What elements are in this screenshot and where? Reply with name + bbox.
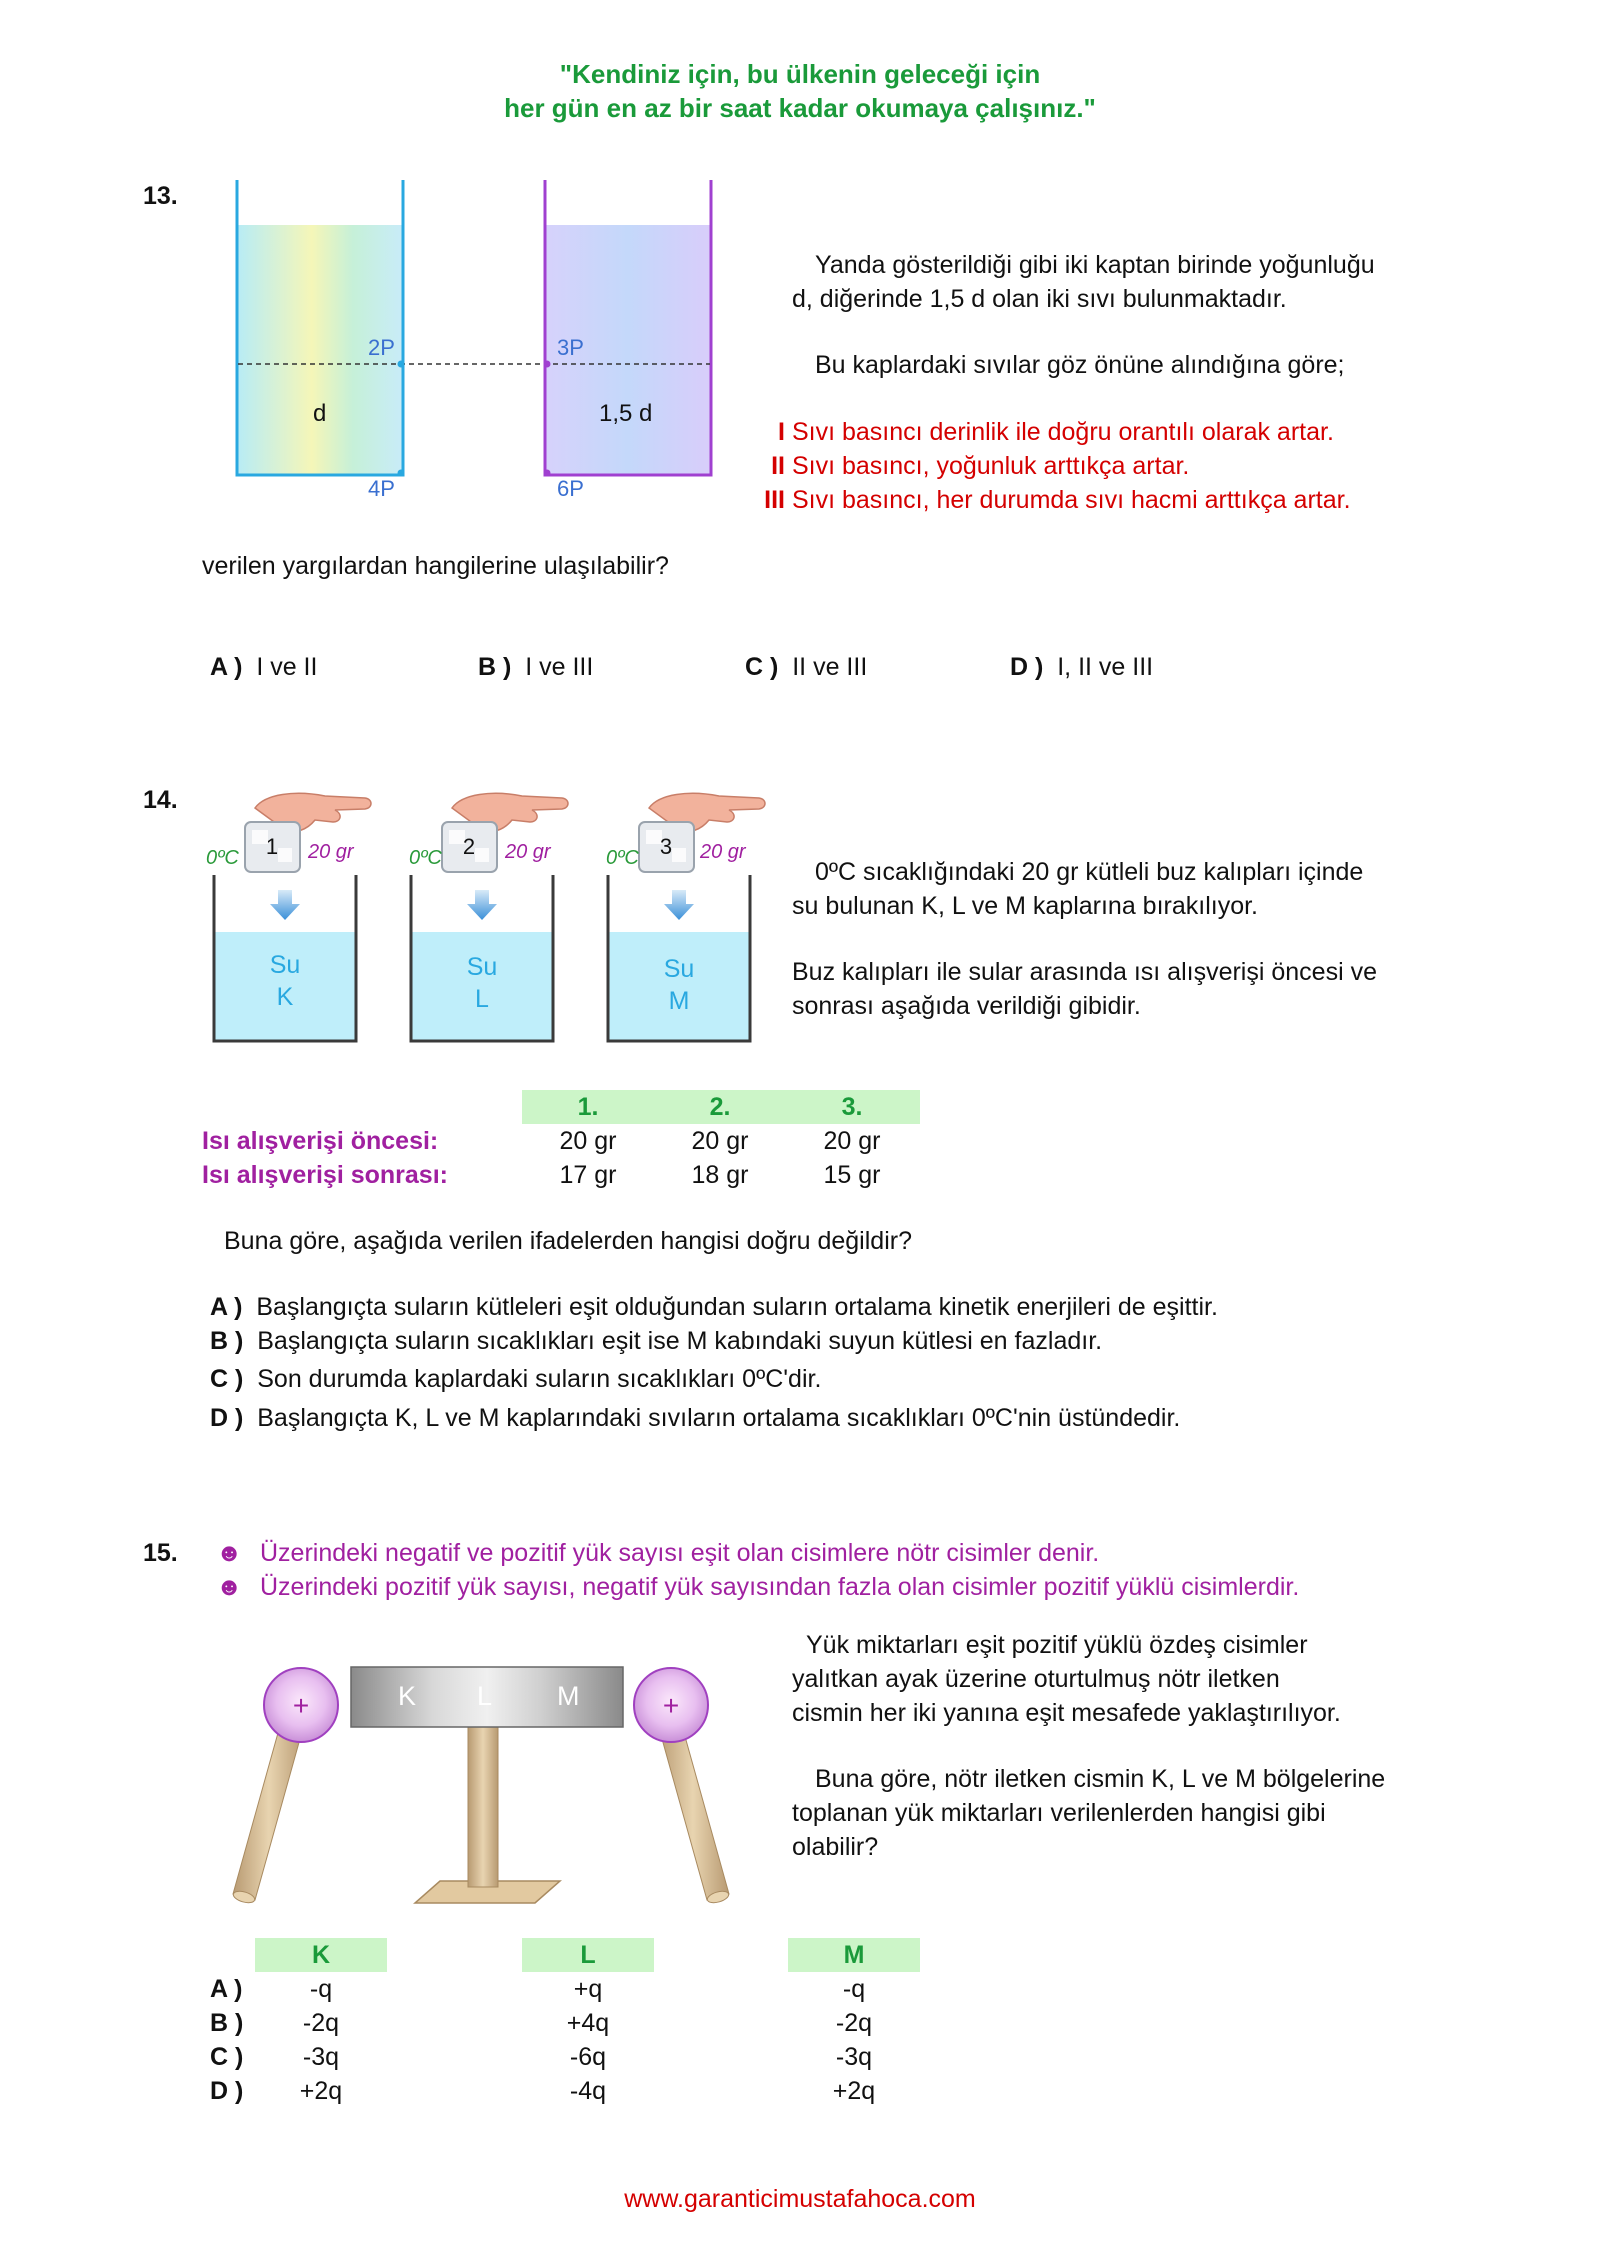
q14-option-c[interactable]	[210, 1362, 821, 1396]
q13-statement-1	[740, 415, 1334, 449]
q14-intro-line-3: Buz kalıpları ile sular arasında ısı alışverişi öncesi ve	[792, 958, 1377, 986]
question-13-number: 13.	[143, 182, 178, 210]
q15-option-b[interactable]	[210, 2006, 243, 2040]
smiley-bullet-icon: ☻	[216, 1539, 243, 1567]
table-cell: -6q	[569, 2043, 607, 2071]
option-letter: D )	[210, 2077, 244, 2105]
table-cell: -q	[309, 1975, 333, 2003]
q14-table-header-2: 2.	[709, 1093, 731, 1121]
table-cell: 20 gr	[559, 1127, 617, 1155]
label-3p: 3P	[557, 335, 584, 360]
point-4p	[398, 470, 405, 477]
ice-temp: 0ºC	[606, 847, 639, 869]
q14-row-label-before: Isı alışverişi öncesi:	[202, 1127, 439, 1155]
q15-intro-line-6: olabilir?	[792, 1833, 879, 1861]
region-k-label: K	[398, 1681, 417, 1711]
cup-name: L	[475, 985, 489, 1013]
option-text: Son durumda kaplardaki suların sıcaklıkları 0ºC'dir.	[257, 1365, 822, 1393]
ice-temp: 0ºC	[206, 847, 239, 869]
q13-intro-line-2: d, diğerinde 1,5 d olan iki sıvı bulunmaktadır.	[792, 285, 1287, 313]
option-text: Başlangıçta suların kütleleri eşit olduğundan suların ortalama kinetik enerjileri de eşittir.	[256, 1293, 1218, 1321]
table-cell: +q	[573, 1975, 603, 2003]
quote-line-2: her gün en az bir saat kadar okumaya çalışınız."	[504, 93, 1096, 123]
option-text: I, II ve III	[1057, 653, 1154, 681]
q14-row-label-after: Isı alışverişi sonrası:	[202, 1161, 448, 1189]
q14-option-d[interactable]	[210, 1401, 1180, 1435]
table-cell: 15 gr	[823, 1161, 881, 1189]
left-charge-sign: +	[292, 1690, 310, 1721]
ice-mass: 20 gr	[700, 841, 746, 863]
q14-option-b[interactable]	[210, 1324, 1102, 1358]
q13-option-d[interactable]	[1010, 650, 1153, 684]
ice-number: 3	[659, 834, 673, 859]
roman-numeral: I	[778, 418, 785, 446]
table-cell: -2q	[302, 2009, 340, 2037]
ice-temp: 0ºC	[409, 847, 442, 869]
q13-intro-line-3: Bu kaplardaki sıvılar göz önüne alındığına göre;	[815, 351, 1345, 379]
q15-option-a[interactable]	[210, 1972, 242, 2006]
statement-text: Sıvı basıncı, yoğunluk arttıkça artar.	[791, 452, 1190, 480]
q15-table-header-k: K	[255, 1938, 387, 1972]
table-cell: 20 gr	[823, 1127, 881, 1155]
option-text: I ve III	[525, 653, 594, 681]
q15-intro-line-3: cismin her iki yanına eşit mesafede yaklaştırılıyor.	[792, 1699, 1341, 1727]
down-arrow-icon	[270, 890, 300, 920]
region-m-label: M	[557, 1681, 580, 1711]
statement-text: Sıvı basıncı derinlik ile doğru orantılı olarak artar.	[791, 418, 1334, 446]
q14-option-a[interactable]	[210, 1290, 1218, 1324]
table-cell: 17 gr	[559, 1161, 617, 1189]
table-cell: +2q	[832, 2077, 876, 2105]
table-cell: -q	[842, 1975, 866, 2003]
option-letter: C )	[210, 2043, 244, 2071]
table-cell: -4q	[569, 2077, 607, 2105]
option-letter: B )	[210, 1327, 244, 1355]
question-14-number: 14.	[143, 786, 178, 814]
cup-m	[606, 793, 765, 1041]
ice-mass: 20 gr	[308, 841, 354, 863]
water-label: Su	[663, 955, 695, 983]
down-arrow-icon	[664, 890, 694, 920]
label-2p: 2P	[368, 335, 395, 360]
q14-question: Buna göre, aşağıda verilen ifadelerden hangisi doğru değildir?	[224, 1227, 912, 1255]
q15-option-c[interactable]	[210, 2040, 243, 2074]
q13-statement-2	[740, 449, 1189, 483]
option-letter: D )	[210, 1404, 244, 1432]
table-cell: -3q	[835, 2043, 873, 2071]
option-text: I ve II	[256, 653, 318, 681]
q13-intro-line-1: Yanda gösterildiği gibi iki kaptan birinde yoğunluğu	[815, 251, 1375, 279]
label-6p: 6P	[557, 476, 584, 501]
option-text: II ve III	[792, 653, 868, 681]
q15-figure-conductor	[225, 1655, 745, 1915]
cup-l	[409, 793, 568, 1041]
label-1-5d: 1,5 d	[599, 400, 653, 427]
q13-option-a[interactable]	[210, 650, 317, 684]
option-letter: C )	[745, 653, 779, 681]
q14-intro-line-2: su bulunan K, L ve M kaplarına bırakılıyor.	[792, 892, 1258, 920]
q14-table-header-3: 3.	[841, 1093, 863, 1121]
point-2p	[398, 361, 405, 368]
quote-line-1: "Kendiniz için, bu ülkenin geleceği için	[559, 59, 1041, 89]
right-charge-sign: +	[662, 1690, 680, 1721]
q15-table-header-m: M	[788, 1938, 920, 1972]
table-cell: +4q	[566, 2009, 610, 2037]
footer-website-link[interactable]: www.garanticimustafahoca.com	[624, 2185, 976, 2213]
question-15-number: 15.	[143, 1539, 178, 1567]
ice-number: 1	[265, 834, 279, 859]
option-text: Başlangıçta suların sıcaklıkları eşit ise M kabındaki suyun kütlesi en fazladır.	[257, 1327, 1103, 1355]
option-text: Başlangıçta K, L ve M kaplarındaki sıvıların ortalama sıcaklıkları 0ºC'nin üstündedir.	[257, 1404, 1181, 1432]
q15-bullet-1	[216, 1536, 1099, 1570]
table-cell: 20 gr	[691, 1127, 749, 1155]
q15-option-d[interactable]	[210, 2074, 243, 2108]
label-4p: 4P	[368, 476, 395, 501]
water-label: Su	[269, 951, 301, 979]
water-label: Su	[466, 953, 498, 981]
cup-name: K	[276, 983, 294, 1011]
table-cell: -2q	[835, 2009, 873, 2037]
left-insulating-stick	[233, 1715, 305, 1900]
ice-mass: 20 gr	[505, 841, 551, 863]
cup-name: M	[668, 987, 690, 1015]
roman-numeral: II	[771, 452, 785, 480]
q14-intro-line-4: sonrası aşağıda verildiği gibidir.	[792, 992, 1141, 1020]
label-d: d	[313, 400, 327, 427]
bullet-text: Üzerindeki pozitif yük sayısı, negatif yük sayısından fazla olan cisimler pozitif yüklü cisimlerdir.	[260, 1573, 1300, 1601]
table-cell: 18 gr	[691, 1161, 749, 1189]
option-letter: B )	[210, 2009, 244, 2037]
water-m	[609, 932, 749, 1040]
q13-option-c[interactable]	[745, 650, 867, 684]
point-6p	[544, 470, 551, 477]
bullet-text: Üzerindeki negatif ve pozitif yük sayısı eşit olan cisimlere nötr cisimler denir.	[260, 1539, 1100, 1567]
option-letter: D )	[1010, 653, 1044, 681]
ice-number: 2	[462, 834, 476, 859]
table-cell: +2q	[299, 2077, 343, 2105]
q15-intro-line-4: Buna göre, nötr iletken cismin K, L ve M bölgelerine	[815, 1765, 1386, 1793]
option-letter: B )	[478, 653, 512, 681]
option-letter: A )	[210, 653, 243, 681]
statement-text: Sıvı basıncı, her durumda sıvı hacmi arttıkça artar.	[791, 486, 1351, 514]
stand-rod	[468, 1727, 498, 1887]
cup-k	[206, 793, 371, 1041]
down-arrow-icon	[467, 890, 497, 920]
q13-option-b[interactable]	[478, 650, 593, 684]
q15-bullet-2	[216, 1570, 1299, 1604]
option-letter: C )	[210, 1365, 244, 1393]
q14-table-header-1: 1.	[577, 1093, 599, 1121]
option-letter: A )	[210, 1293, 243, 1321]
smiley-bullet-icon: ☻	[216, 1573, 243, 1601]
q15-intro-line-2: yalıtkan ayak üzerine oturtulmuş nötr iletken	[792, 1665, 1280, 1693]
region-l-label: L	[477, 1681, 493, 1711]
q14-intro-line-1: 0ºC sıcaklığındaki 20 gr kütleli buz kalıpları içinde	[815, 858, 1364, 886]
q15-table-header-l: L	[522, 1938, 654, 1972]
q13-statement-3	[740, 483, 1351, 517]
q13-question: verilen yargılardan hangilerine ulaşılabilir?	[202, 552, 669, 580]
roman-numeral: III	[764, 486, 785, 514]
q15-intro-line-1: Yük miktarları eşit pozitif yüklü özdeş cisimler	[806, 1631, 1308, 1659]
option-letter: A )	[210, 1975, 243, 2003]
point-3p	[544, 361, 551, 368]
q14-figure-cups	[200, 790, 790, 1060]
q15-intro-line-5: toplanan yük miktarları verilenlerden hangisi gibi	[792, 1799, 1326, 1827]
table-cell: -3q	[302, 2043, 340, 2071]
q13-figure-containers	[225, 175, 725, 515]
